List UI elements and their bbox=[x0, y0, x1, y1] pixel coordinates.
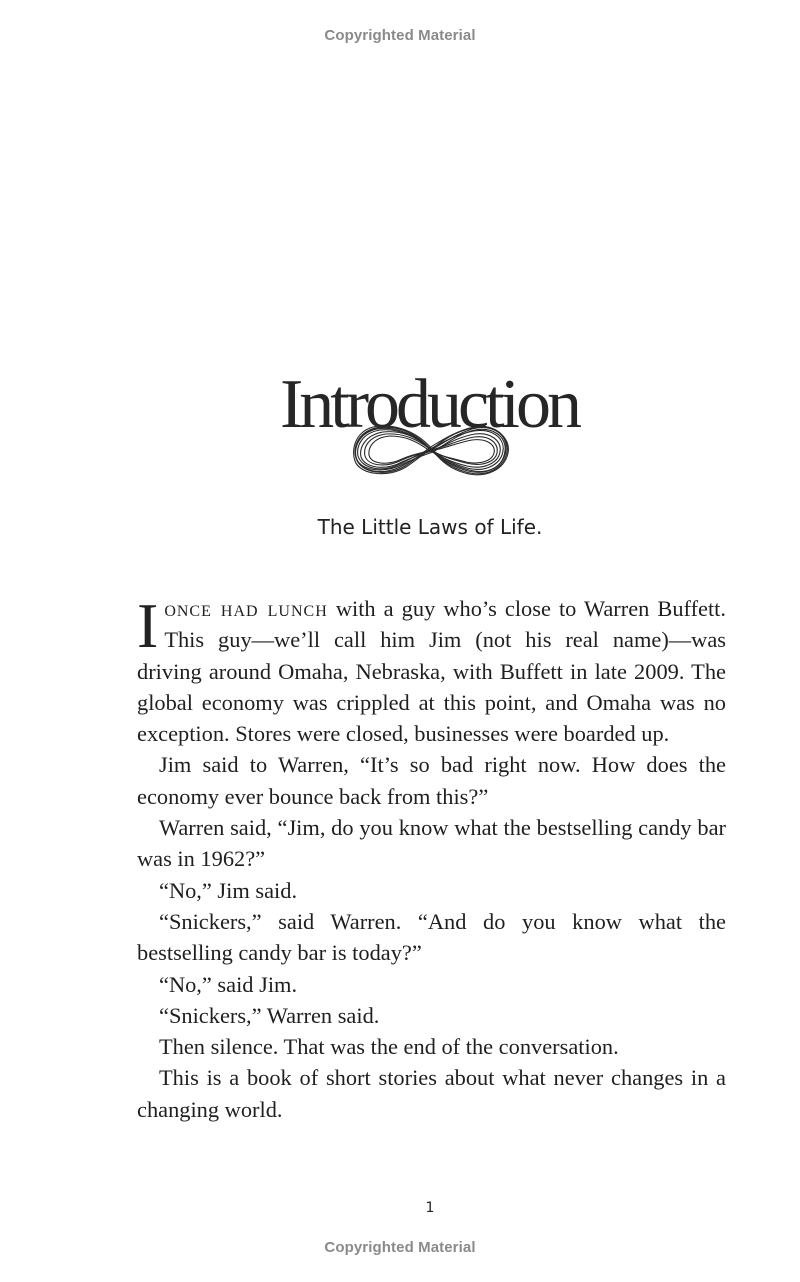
drop-cap: I bbox=[137, 590, 159, 661]
copyright-watermark-bottom: Copyrighted Material bbox=[324, 1239, 476, 1256]
chapter-title: Introduction bbox=[279, 365, 579, 443]
page-number: 1 bbox=[425, 1200, 435, 1216]
infinity-scribble-icon bbox=[350, 416, 512, 484]
paragraph: “Snickers,” said Warren. “And do you know what the bestselling candy bar is today?” bbox=[137, 908, 726, 966]
chapter-body bbox=[137, 590, 727, 1125]
paragraph-text: with a guy who’s close to Warren Buffett. This guy—we’ll call him Jim (not his real name)—was driving around Omaha, Nebraska, with Buffett in late 2009. The global economy was crippled at this point, and Omaha was no exception. Stores were closed, businesses were boarded up. bbox=[137, 596, 727, 747]
opening-paragraph bbox=[137, 590, 727, 749]
paragraph: Jim said to Warren, “It’s so bad right now. How does the economy ever bounce back from this?” bbox=[137, 752, 726, 809]
copyright-watermark-top: Copyrighted Material bbox=[324, 27, 476, 44]
paragraph: “No,” said Jim. bbox=[159, 971, 298, 997]
chapter-subtitle: The Little Laws of Life. bbox=[317, 515, 543, 539]
paragraph: “No,” Jim said. bbox=[159, 877, 298, 903]
lead-in-small-caps: once had lunch bbox=[164, 596, 328, 621]
paragraph: “Snickers,” Warren said. bbox=[159, 1002, 380, 1028]
paragraph: Then silence. That was the end of the conversation. bbox=[159, 1034, 619, 1060]
paragraph: Warren said, “Jim, do you know what the bestselling candy bar was in 1962?” bbox=[137, 815, 726, 872]
paragraph: This is a book of short stories about what never changes in a changing world. bbox=[137, 1065, 726, 1122]
